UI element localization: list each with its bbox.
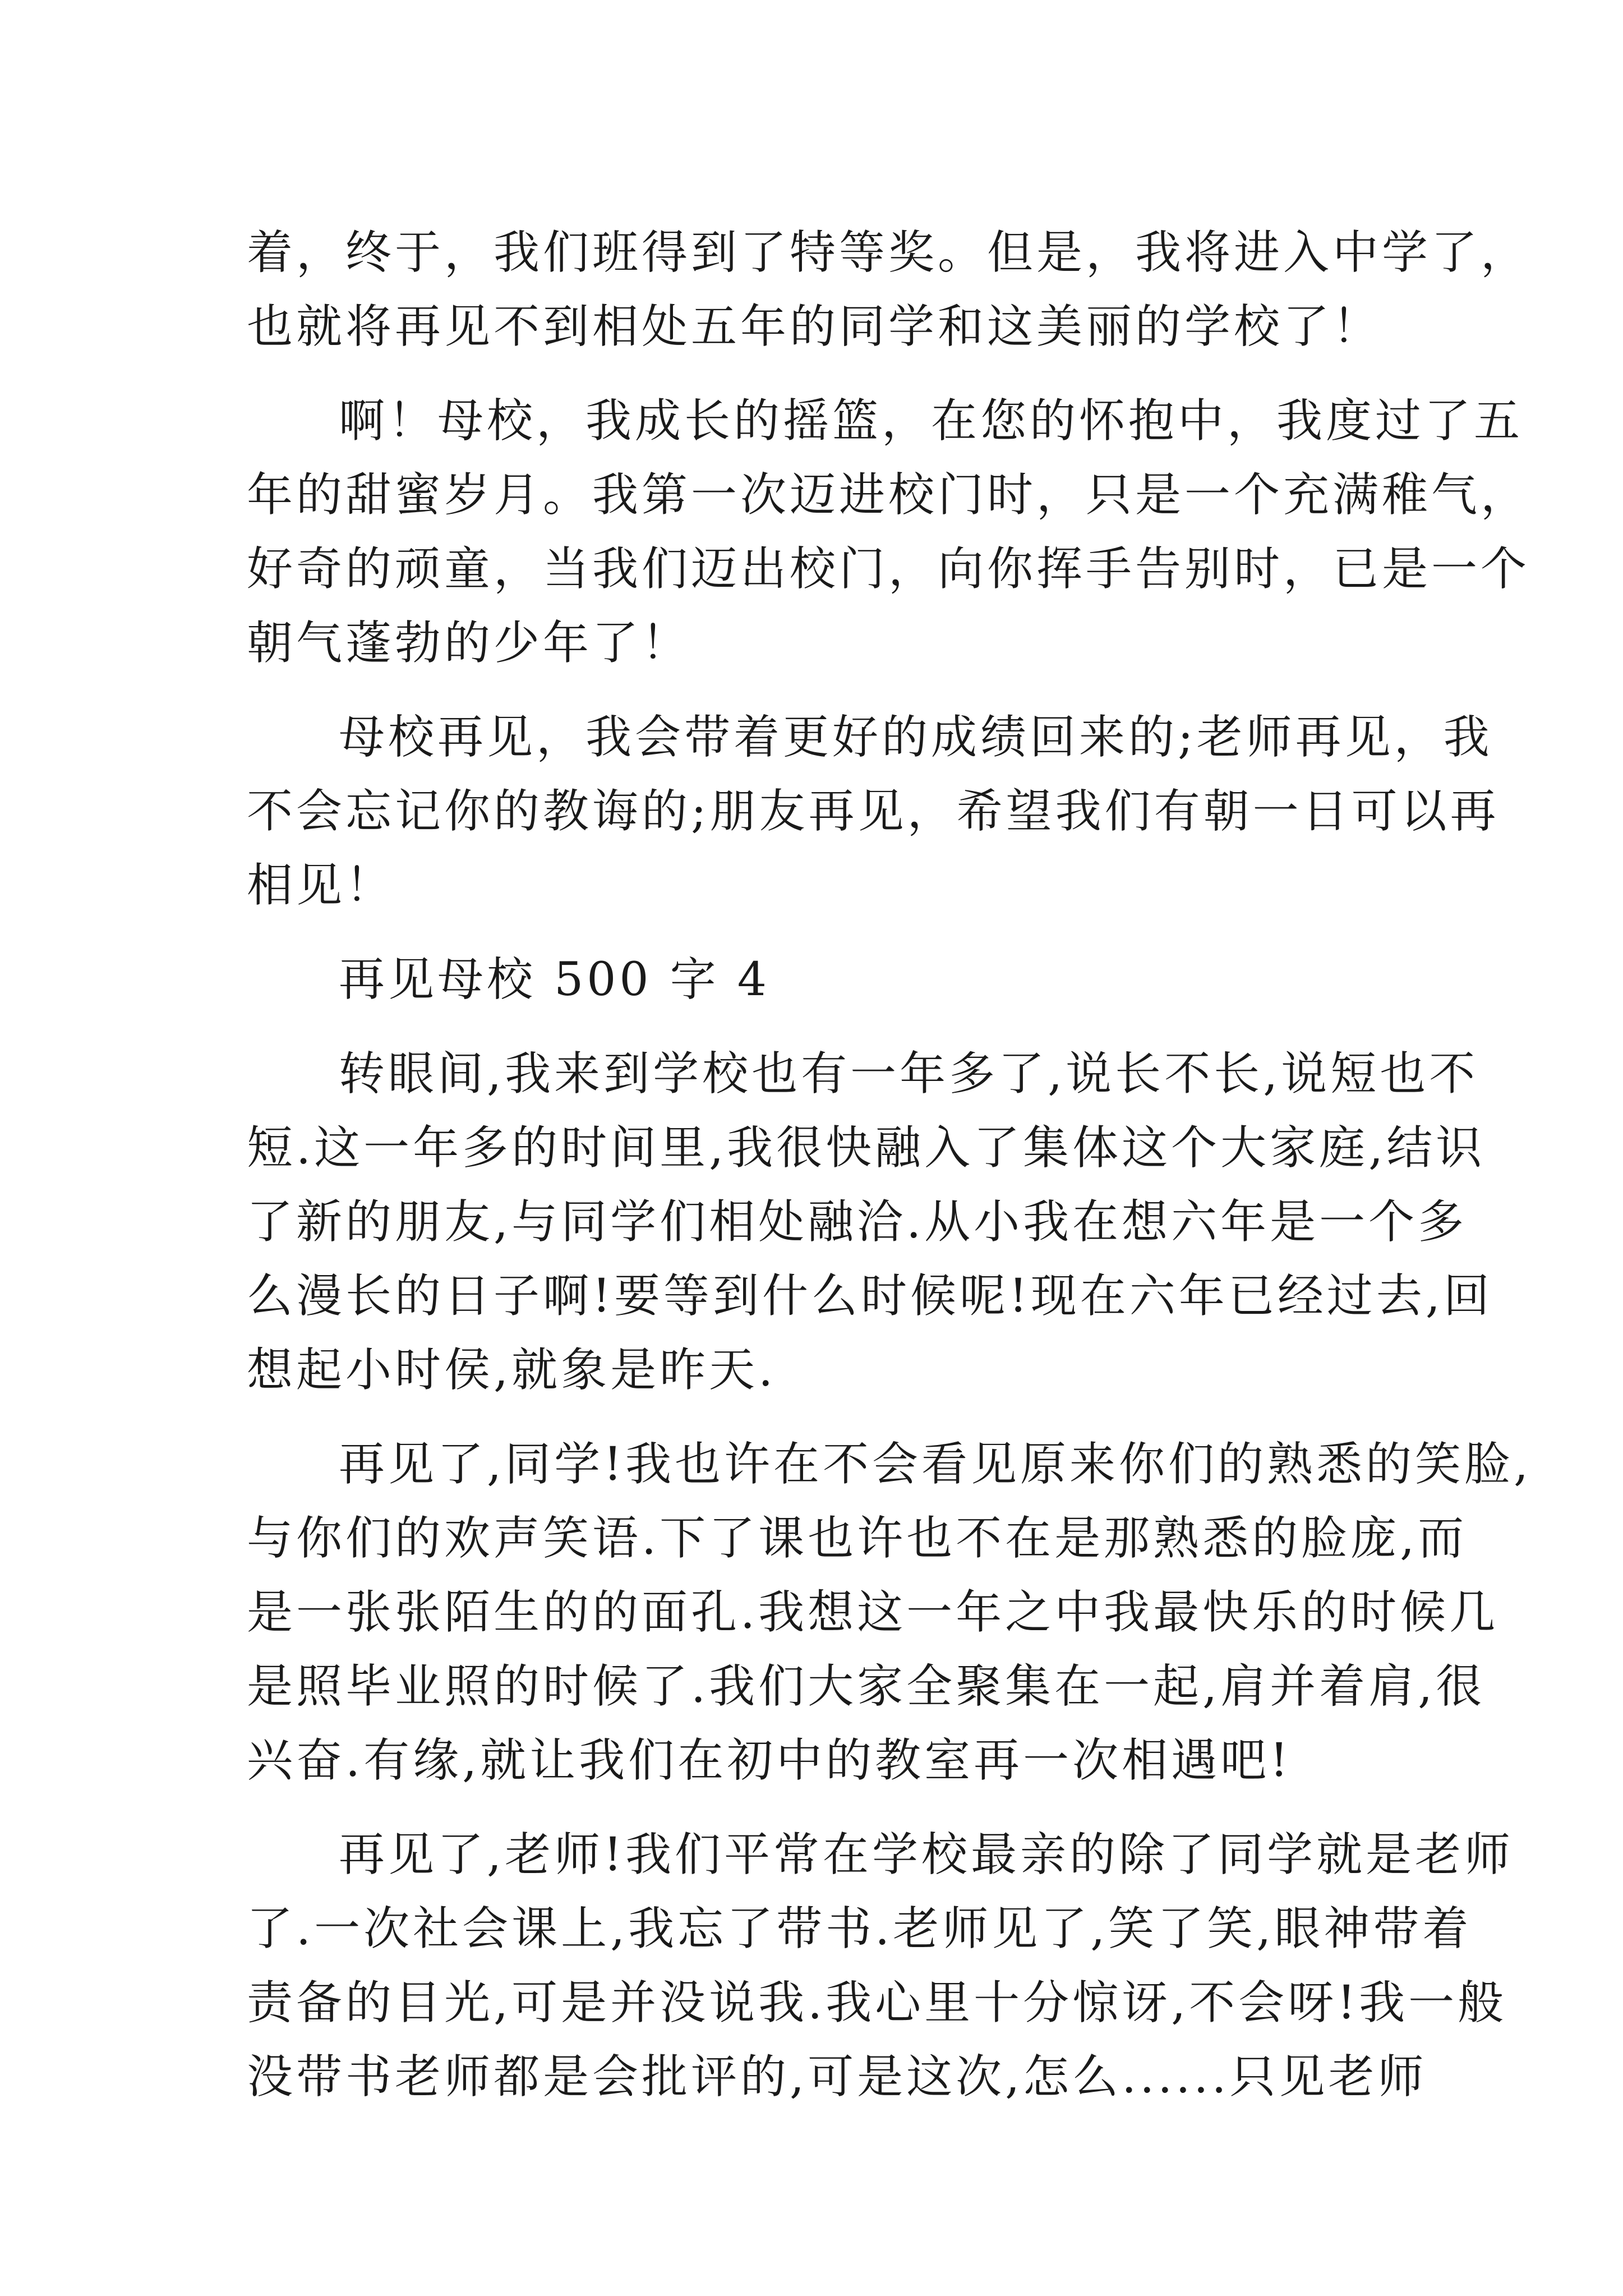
heading-text: 再见母校 500 字 4 bbox=[339, 953, 770, 1006]
paragraph-6 bbox=[247, 1818, 1514, 2114]
text-line: 啊！母校，我成长的摇篮，在您的怀抱中，我度过了五 bbox=[339, 394, 1524, 448]
text-line: 朝气蓬勃的少年了！ bbox=[247, 616, 691, 670]
text-line: 与你们的欢声笑语.下了课也许也不在是那熟悉的脸庞,而 bbox=[247, 1512, 1468, 1565]
text-line: 么漫长的日子啊!要等到什么时候呢!现在六年已经过去,回 bbox=[247, 1269, 1493, 1323]
text-line: 没带书老师都是会批评的,可是这次,怎么......只见老师 bbox=[247, 2050, 1427, 2104]
text-line: 想起小时侯,就象是昨天. bbox=[247, 1343, 777, 1397]
text-line: 再见了,老师!我们平常在学校最亲的除了同学就是老师 bbox=[339, 1828, 1514, 1881]
text-line: 是照毕业照的时候了.我们大家全聚集在一起,肩并着肩,很 bbox=[247, 1660, 1486, 1713]
paragraph-5 bbox=[247, 1428, 1532, 1798]
text-line: 着，终于，我们班得到了特等奖。但是，我将进入中学了， bbox=[247, 226, 1530, 279]
section-heading bbox=[247, 943, 1436, 1017]
text-line: 兴奋.有缘,就让我们在初中的教室再一次相遇吧! bbox=[247, 1734, 1292, 1787]
text-line: 不会忘记你的教诲的;朋友再见，希望我们有朝一日可以再 bbox=[247, 785, 1500, 838]
text-line: 转眼间,我来到学校也有一年多了,说长不长,说短也不 bbox=[339, 1047, 1479, 1101]
text-line: 好奇的顽童，当我们迈出校门，向你挥手告别时，已是一个 bbox=[247, 542, 1530, 596]
paragraph-1 bbox=[247, 216, 1530, 364]
text-line: 也就将再见不到相处五年的同学和这美丽的学校了！ bbox=[247, 300, 1382, 353]
text-line: 再见了,同学!我也许在不会看见原来你们的熟悉的笑脸, bbox=[339, 1438, 1532, 1491]
text-line: 是一张张陌生的的面孔.我想这一年之中我最快乐的时候几 bbox=[247, 1586, 1499, 1639]
text-line: 了新的朋友,与同学们相处融洽.从小我在想六年是一个多 bbox=[247, 1195, 1468, 1249]
paragraph-2 bbox=[247, 384, 1530, 680]
text-line: 相见！ bbox=[247, 859, 395, 912]
text-line: 母校再见，我会带着更好的成绩回来的;老师再见，我 bbox=[339, 711, 1493, 764]
document-body bbox=[247, 216, 1532, 2114]
paragraph-4 bbox=[247, 1037, 1493, 1407]
text-line: 了.一次社会课上,我忘了带书.老师见了,笑了笑,眼神带着 bbox=[247, 1902, 1472, 1955]
text-line: 年的甜蜜岁月。我第一次迈进校门时，只是一个充满稚气， bbox=[247, 468, 1530, 522]
text-line: 短.这一年多的时间里,我很快融入了集体这个大家庭,结识 bbox=[247, 1121, 1486, 1175]
text-line: 责备的目光,可是并没说我.我心里十分惊讶,不会呀!我一般 bbox=[247, 1976, 1507, 2030]
paragraph-3 bbox=[247, 701, 1500, 923]
